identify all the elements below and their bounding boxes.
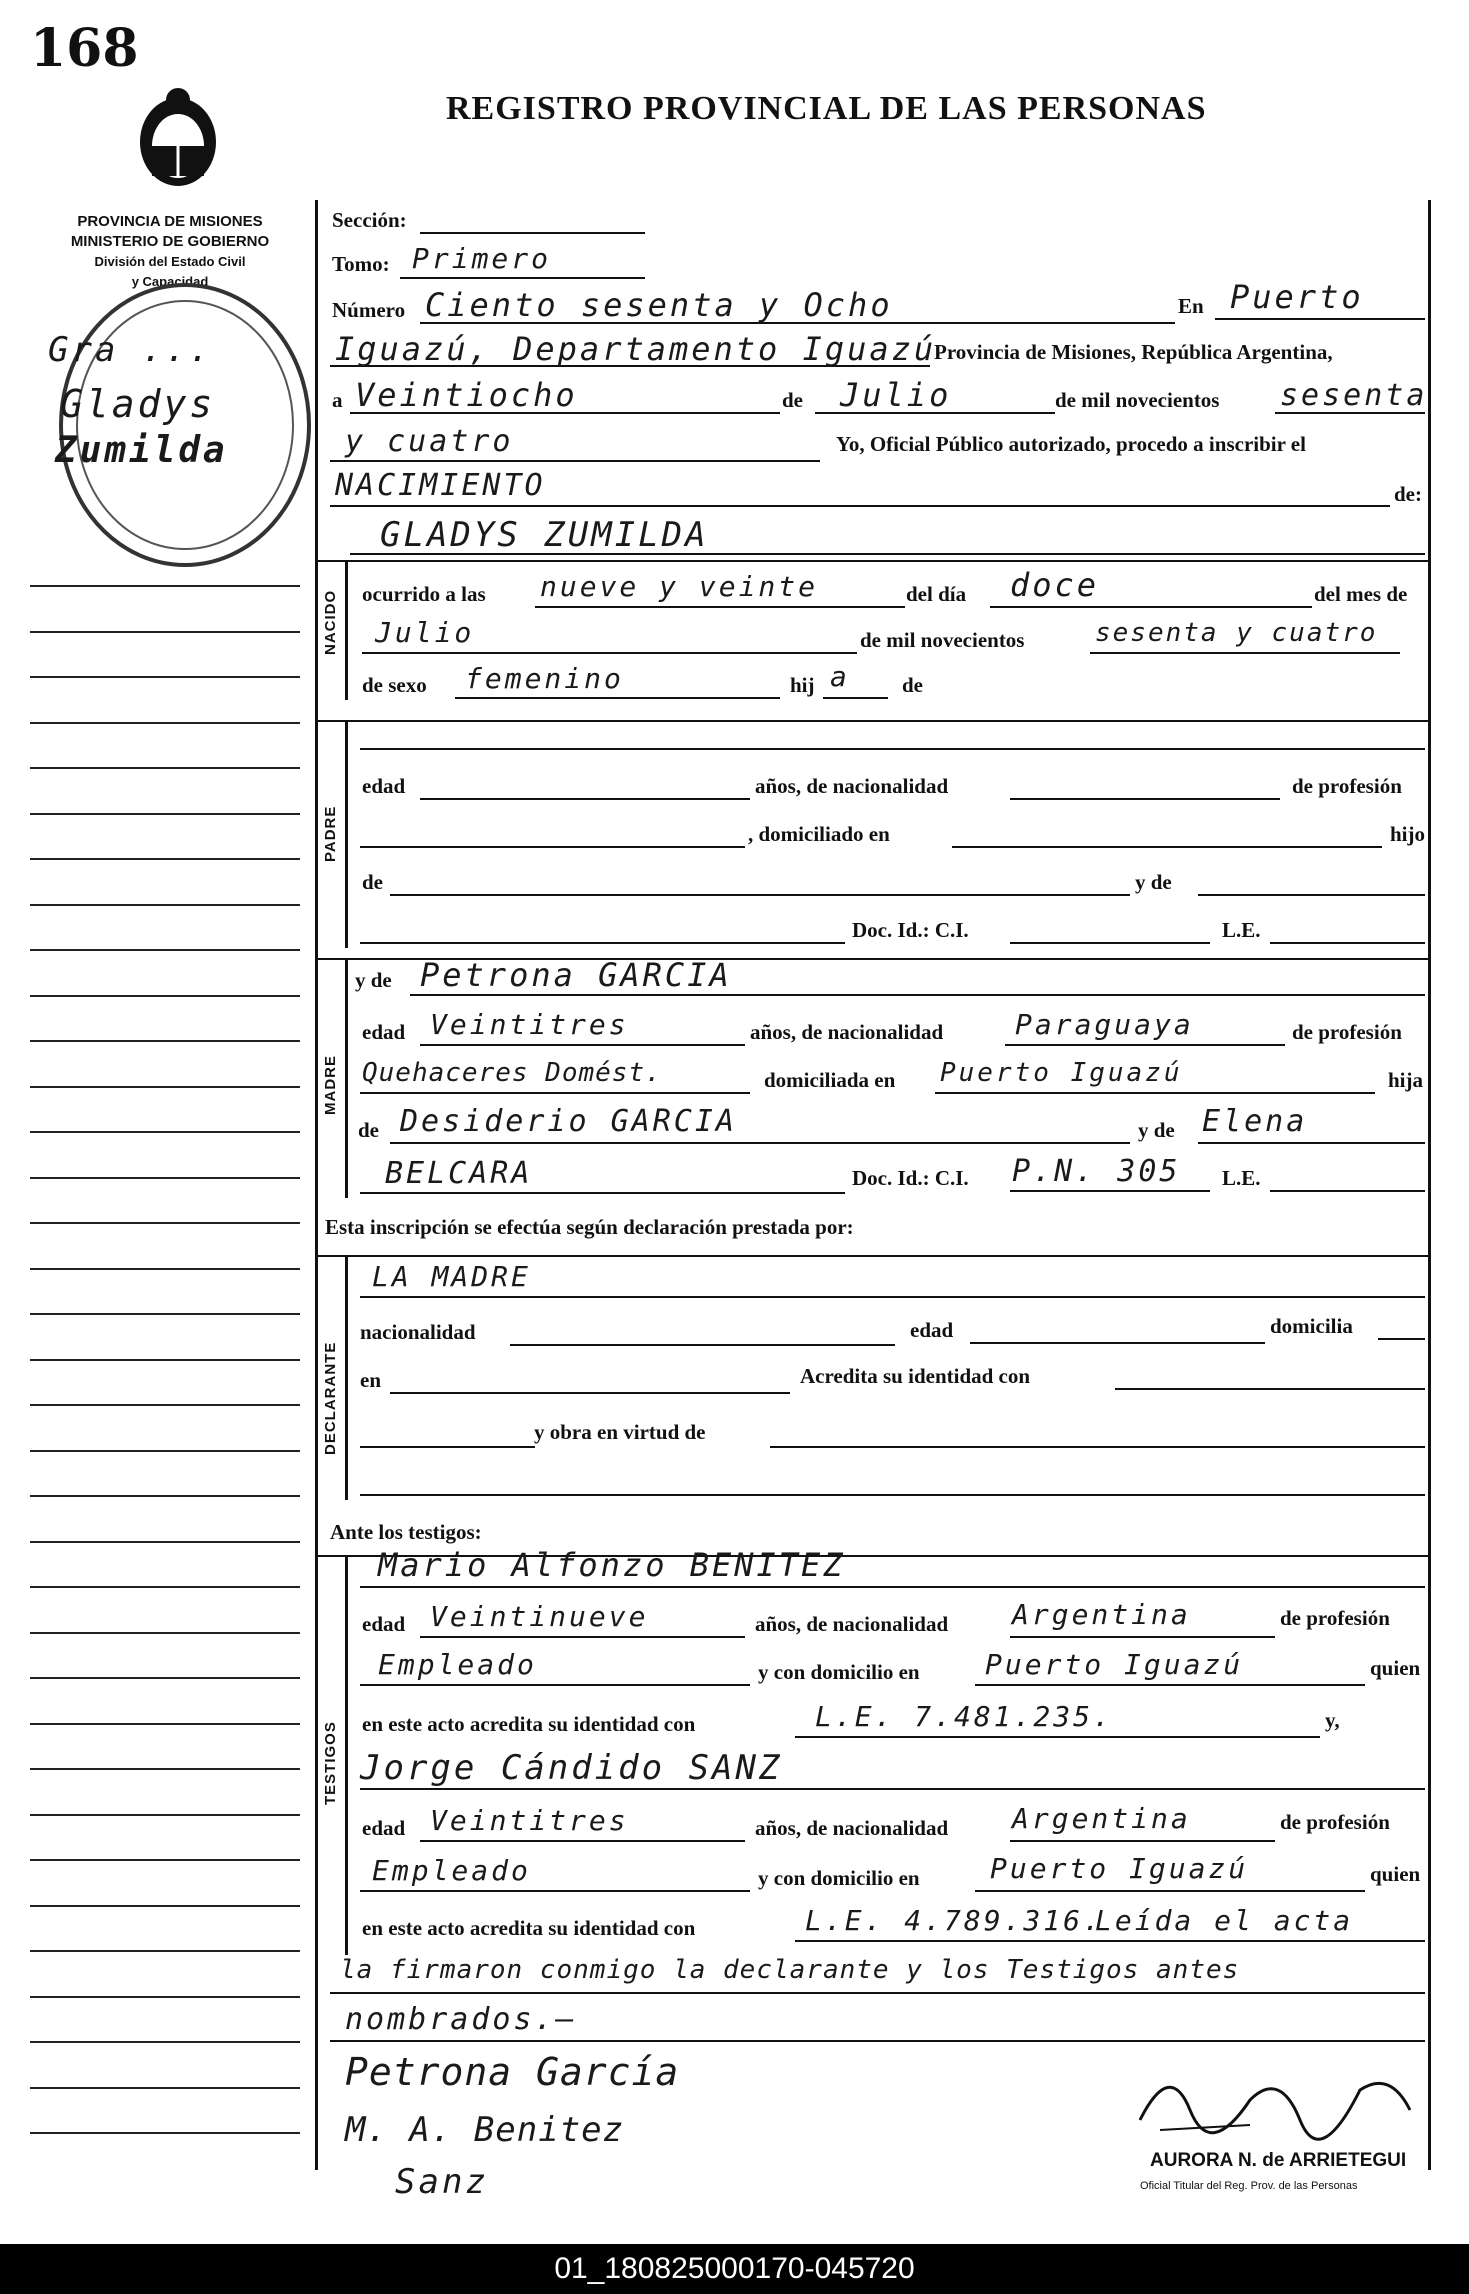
anio-value-1: sesenta xyxy=(1280,378,1428,413)
madre-dom-line xyxy=(935,1092,1375,1094)
nacido-inner-border xyxy=(345,560,348,700)
madre-doc-value: P.N. 305 xyxy=(1012,1154,1181,1189)
tomo-line xyxy=(400,277,645,279)
stub-ruled-line xyxy=(30,858,300,860)
madre-le-label: L.E. xyxy=(1222,1166,1261,1190)
declarante-domicilia-label: domicilia xyxy=(1270,1314,1353,1338)
stub-ruled-line xyxy=(30,1859,300,1861)
declarante-en-line xyxy=(390,1392,790,1394)
t2-nombre-value: Jorge Cándido SANZ xyxy=(360,1748,783,1788)
anio-nac-line xyxy=(1090,652,1400,654)
de-hij-label: de xyxy=(902,673,923,697)
madre-madre-value-2: BELCARA xyxy=(385,1156,533,1191)
madre-y-de-label-2: y de xyxy=(1138,1118,1175,1142)
madre-edad-value: Veintitres xyxy=(430,1008,629,1041)
t1-profesion-label: de profesión xyxy=(1280,1606,1390,1630)
stub-ruled-line xyxy=(30,1632,300,1634)
padre-nac-line xyxy=(1010,798,1280,800)
madre-edad-label: edad xyxy=(362,1020,406,1044)
stub-ruled-line xyxy=(30,1222,300,1224)
nombre-value: GLADYS ZUMILDA xyxy=(380,515,709,555)
stub-ruled-line xyxy=(30,1086,300,1088)
t1-edad-label: edad xyxy=(362,1612,406,1636)
stub-ruled-line xyxy=(30,631,300,633)
tomo-value: Primero xyxy=(412,242,552,275)
t1-dom-line xyxy=(975,1684,1365,1686)
declarante-nombre-value: LA MADRE xyxy=(372,1260,531,1293)
seal-line-1: PROVINCIA DE MISIONES xyxy=(77,213,263,230)
stub-ruled-line xyxy=(30,1313,300,1315)
madre-nac-line xyxy=(1005,1044,1285,1046)
stub-ruled-line xyxy=(30,1495,300,1497)
t1-y-label: y, xyxy=(1325,1708,1340,1732)
declarante-obra-line-1 xyxy=(360,1446,535,1448)
madre-section-label: MADRE xyxy=(322,1055,339,1115)
t1-doc-line xyxy=(795,1736,1320,1738)
padre-edad-label: edad xyxy=(362,774,406,798)
stub-ruled-line xyxy=(30,2132,300,2134)
en-line xyxy=(1215,318,1425,320)
stub-ruled-line xyxy=(30,1450,300,1452)
padre-y-de-label: y de xyxy=(1135,870,1172,894)
sexo-label: de sexo xyxy=(362,673,427,697)
madre-anios-label: años, de nacionalidad xyxy=(750,1020,944,1044)
padre-domiciliado-label: , domiciliado en xyxy=(748,822,890,846)
t2-profesion-value: Empleado xyxy=(372,1854,531,1887)
stub-ruled-line xyxy=(30,1541,300,1543)
anio-line-2 xyxy=(330,460,820,462)
madre-madre-value-1: Elena xyxy=(1202,1104,1308,1139)
t2-dom-line xyxy=(975,1890,1365,1892)
footer-document-code: 01_180825000170-045720 xyxy=(0,2244,1469,2294)
declarante-obra-line-2 xyxy=(770,1446,1425,1448)
padre-de-line xyxy=(390,894,1130,896)
padre-edad-line xyxy=(420,798,750,800)
hora-value: nueve y veinte xyxy=(540,570,819,603)
t1-profesion-value: Empleado xyxy=(378,1648,537,1681)
stub-ruled-line xyxy=(30,1677,300,1679)
stub-ruled-line xyxy=(30,1131,300,1133)
seal-line-4: y Capacidad xyxy=(131,274,209,289)
t2-acredita-label: en este acto acredita su identidad con xyxy=(362,1916,696,1940)
declarante-section-label: DECLARANTE xyxy=(322,1341,339,1455)
madre-prof-line xyxy=(360,1092,750,1094)
hora-line xyxy=(535,606,905,608)
stub-ruled-line xyxy=(30,1996,300,1998)
padre-anios-label: años, de nacionalidad xyxy=(755,774,949,798)
madre-profesion-label: de profesión xyxy=(1292,1020,1402,1044)
mes-value: Julio xyxy=(840,376,952,414)
t2-nac-line xyxy=(1010,1840,1275,1842)
stub-ruled-line xyxy=(30,813,300,815)
t1-name-line xyxy=(360,1586,1425,1588)
padre-doc-label: Doc. Id.: C.I. xyxy=(852,918,969,942)
officer-name: AURORA N. de ARRIETEGUI xyxy=(1150,2150,1407,2171)
provincia-label: Provincia de Misiones, República Argentina, xyxy=(934,340,1333,364)
tomo-label: Tomo: xyxy=(332,252,390,276)
signature-benitez: M. A. Benitez xyxy=(345,2110,625,2150)
stub-ruled-line xyxy=(30,1586,300,1588)
t1-quien-label: quien xyxy=(1370,1656,1421,1680)
stub-ruled-line xyxy=(30,1905,300,1907)
t1-doc-value: L.E. 7.481.235. xyxy=(815,1700,1113,1733)
mes-nac-value: Julio xyxy=(375,616,475,649)
t1-prof-line xyxy=(360,1684,750,1686)
t2-leida-value: Leída el acta xyxy=(1095,1904,1354,1937)
seccion-label: Sección: xyxy=(332,208,407,232)
padre-le-line xyxy=(1270,942,1425,944)
stub-ruled-line xyxy=(30,904,300,906)
t1-nacionalidad-value: Argentina xyxy=(1012,1598,1191,1631)
t1-acredita-label: en este acto acredita su identidad con xyxy=(362,1712,696,1736)
stub-name-3: Zumilda xyxy=(55,430,228,471)
padre-y-de-line xyxy=(1198,894,1425,896)
stub-ruled-line xyxy=(30,1404,300,1406)
t1-nombre-value: Mario Alfonzo BENITEZ xyxy=(378,1546,846,1584)
madre-y-de-label: y de xyxy=(355,968,392,992)
padre-name-line xyxy=(360,748,1425,750)
de-mil-label: de mil novecientos xyxy=(1055,388,1220,412)
padre-top-rule xyxy=(315,720,1428,722)
t2-quien-label: quien xyxy=(1370,1862,1421,1886)
t2-edad-line xyxy=(420,1840,745,1842)
stub-name-2: Gladys xyxy=(60,382,216,426)
dia-nac-value: doce xyxy=(1010,566,1100,604)
padre-inner-border xyxy=(345,720,348,948)
acto-line xyxy=(330,505,1390,507)
en-value: Puerto xyxy=(1230,278,1364,316)
stub-ruled-line xyxy=(30,1040,300,1042)
madre-name-line xyxy=(410,994,1425,996)
t1-nac-line xyxy=(1010,1636,1275,1638)
seal-line-2: MINISTERIO DE GOBIERNO xyxy=(70,233,270,250)
declarante-domicilia-line xyxy=(1378,1338,1425,1340)
place-value: Iguazú, Departamento Iguazú xyxy=(335,330,937,368)
frame-right-border xyxy=(1428,200,1431,2170)
closing-line-2-rule xyxy=(330,2040,1425,2042)
a-label: a xyxy=(332,388,343,412)
t2-edad-value: Veintitres xyxy=(430,1804,629,1837)
closing-line-2: nombrados.— xyxy=(345,2002,577,2037)
de-mil-nac-label: de mil novecientos xyxy=(860,628,1025,652)
padre-prof-line xyxy=(360,846,745,848)
stub-ruled-line xyxy=(30,1177,300,1179)
padre-section-label: PADRE xyxy=(322,805,339,862)
t2-domicilio-label: y con domicilio en xyxy=(758,1866,920,1890)
declarante-acredita-label: Acredita su identidad con xyxy=(800,1364,1031,1388)
stub-ruled-line xyxy=(30,949,300,951)
anio-nac-value: sesenta y cuatro xyxy=(1095,618,1378,648)
stub-ruled-line xyxy=(30,1359,300,1361)
de-colon-label: de: xyxy=(1394,482,1422,506)
declarante-name-line xyxy=(360,1296,1425,1298)
t2-anios-label: años, de nacionalidad xyxy=(755,1816,949,1840)
stub-ruled-line xyxy=(30,1950,300,1952)
signature-petrona: Petrona García xyxy=(345,2050,680,2094)
declarante-obra-label: y obra en virtud de xyxy=(534,1420,706,1444)
anio-value-2: y cuatro xyxy=(345,424,514,459)
padre-profesion-label: de profesión xyxy=(1292,774,1402,798)
t1-edad-value: Veintinueve xyxy=(430,1600,649,1633)
stub-name-1: Gra ... xyxy=(48,330,213,370)
madre-padre-value: Desiderio GARCIA xyxy=(400,1104,737,1139)
madre-padre-line xyxy=(390,1142,1130,1144)
dia-nac-line xyxy=(990,606,1312,608)
t2-doc-value: L.E. 4.789.316. xyxy=(805,1904,1103,1937)
madre-profesion-value: Quehaceres Domést. xyxy=(362,1058,662,1088)
mes-nac-line xyxy=(362,652,857,654)
madre-nacionalidad-value: Paraguaya xyxy=(1015,1008,1194,1041)
stub-ruled-line xyxy=(30,585,300,587)
stub-ruled-line xyxy=(30,676,300,678)
numero-label: Número xyxy=(332,298,406,322)
testigos-section-label: TESTIGOS xyxy=(322,1721,339,1805)
de-label: de xyxy=(782,388,803,412)
madre-de-label: de xyxy=(358,1118,379,1142)
declarante-extra-line xyxy=(360,1494,1425,1496)
madre-nombre-value: Petrona GARCIA xyxy=(420,956,732,994)
closing-line-1: la firmaron conmigo la declarante y los Testigos antes xyxy=(340,1955,1240,1985)
stub-ruled-line xyxy=(30,767,300,769)
t2-doc-line xyxy=(795,1940,1425,1942)
del-mes-label: del mes de xyxy=(1314,582,1408,606)
en-label: En xyxy=(1178,294,1204,318)
madre-madre-line-2 xyxy=(360,1192,845,1194)
page-number: 168 xyxy=(30,18,139,79)
t2-nacionalidad-value: Argentina xyxy=(1012,1802,1191,1835)
padre-de-label: de xyxy=(362,870,383,894)
padre-le-label: L.E. xyxy=(1222,918,1261,942)
t1-edad-line xyxy=(420,1636,745,1638)
t2-name-line xyxy=(360,1788,1425,1790)
hij-value: a xyxy=(830,660,850,693)
stub-ruled-line xyxy=(30,1768,300,1770)
document-title: REGISTRO PROVINCIAL DE LAS PERSONAS xyxy=(446,90,1207,127)
sexo-value: femenino xyxy=(465,662,624,695)
numero-value: Ciento sesenta y Ocho xyxy=(425,286,893,324)
stub-ruled-line xyxy=(30,995,300,997)
stub-ruled-line xyxy=(30,1268,300,1270)
signature-sanz: Sanz xyxy=(395,2162,489,2202)
stub-ruled-line xyxy=(30,2041,300,2043)
hij-label: hij xyxy=(790,673,815,697)
declarante-intro: Esta inscripción se efectúa según declaración prestada por: xyxy=(325,1215,854,1239)
officer-title: Oficial Titular del Reg. Prov. de las Personas xyxy=(1140,2180,1358,2192)
t1-anios-label: años, de nacionalidad xyxy=(755,1612,949,1636)
madre-inner-border xyxy=(345,958,348,1198)
closing-line-1-rule xyxy=(330,1992,1425,1994)
seccion-line xyxy=(420,232,645,234)
testigos-inner-border xyxy=(345,1555,348,1955)
declarante-nac-line xyxy=(510,1344,895,1346)
testigos-intro: Ante los testigos: xyxy=(330,1520,482,1544)
stub-ruled-line xyxy=(30,1814,300,1816)
declarante-edad-label: edad xyxy=(910,1318,954,1342)
national-coat-of-arms-icon xyxy=(128,80,228,200)
dia-value: Veintiocho xyxy=(355,376,578,414)
frame-left-border xyxy=(315,200,318,2170)
officer-signature-icon xyxy=(1130,2050,1420,2145)
seal-line-3: División del Estado Civil xyxy=(94,254,246,269)
madre-doc-label: Doc. Id.: C.I. xyxy=(852,1166,969,1190)
t2-profesion-label: de profesión xyxy=(1280,1810,1390,1834)
del-dia-label: del día xyxy=(906,582,967,606)
sexo-line xyxy=(455,697,780,699)
ocurrido-label: ocurrido a las xyxy=(362,582,486,606)
madre-domicilio-value: Puerto Iguazú xyxy=(940,1058,1183,1088)
declarante-inner-border xyxy=(345,1255,348,1500)
madre-madre-line xyxy=(1198,1142,1425,1144)
t2-prof-line xyxy=(360,1890,750,1892)
padre-dom-line xyxy=(952,846,1382,848)
declarante-acredita-line xyxy=(1115,1388,1425,1390)
acto-value: NACIMIENTO xyxy=(335,468,546,503)
nacido-top-rule xyxy=(315,560,1428,562)
nacido-section-label: NACIDO xyxy=(322,589,339,655)
padre-ci-line xyxy=(1010,942,1210,944)
declarante-top-rule xyxy=(315,1255,1428,1257)
declarante-en-label: en xyxy=(360,1368,381,1392)
t1-domicilio-value: Puerto Iguazú xyxy=(985,1648,1244,1681)
padre-doc-line xyxy=(360,942,845,944)
stub-ruled-line xyxy=(30,722,300,724)
stub-ruled-line xyxy=(30,2087,300,2089)
t2-domicilio-value: Puerto Iguazú xyxy=(990,1852,1249,1885)
hij-line xyxy=(823,697,888,699)
stub-ruled-line xyxy=(30,1723,300,1725)
declarante-edad-line xyxy=(970,1342,1265,1344)
madre-le-line xyxy=(1270,1190,1425,1192)
t1-domicilio-label: y con domicilio en xyxy=(758,1660,920,1684)
declarante-nacionalidad-label: nacionalidad xyxy=(360,1320,476,1344)
t2-edad-label: edad xyxy=(362,1816,406,1840)
padre-hijo-label: hijo xyxy=(1390,822,1426,846)
madre-hija-label: hija xyxy=(1388,1068,1424,1092)
madre-edad-line xyxy=(420,1044,745,1046)
madre-ci-line xyxy=(1010,1190,1210,1192)
madre-domiciliada-label: domiciliada en xyxy=(764,1068,896,1092)
oficial-label: Yo, Oficial Público autorizado, procedo a inscribir el xyxy=(836,432,1306,456)
